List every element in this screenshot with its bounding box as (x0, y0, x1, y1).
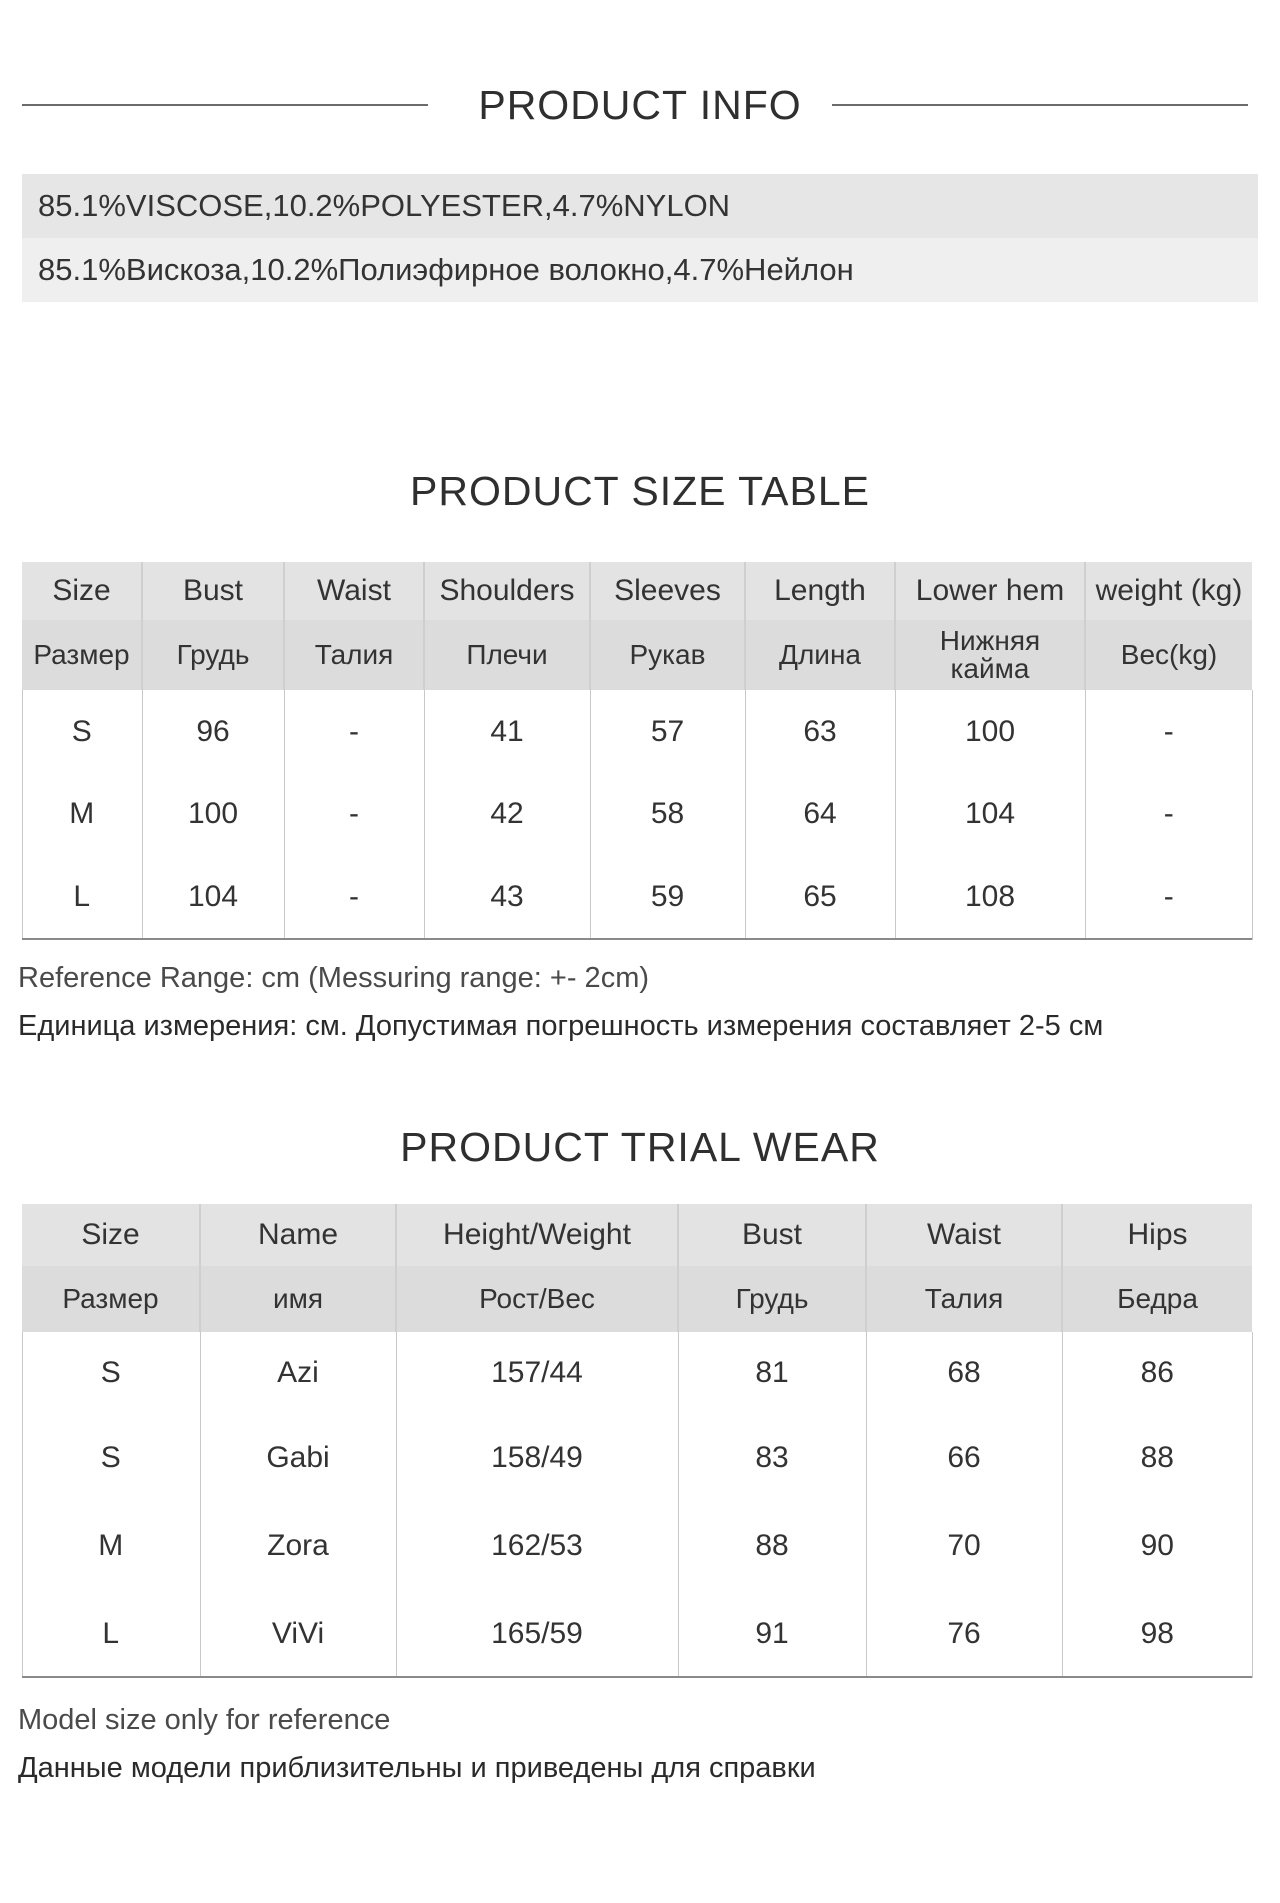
trial-table-header-en (22, 1204, 1252, 1266)
table-cell: 108 (895, 854, 1085, 940)
table-cell: 81 (678, 1332, 866, 1414)
table-cell: 70 (866, 1502, 1062, 1590)
size-table-left-border (22, 690, 23, 940)
table-cell: S (22, 1332, 200, 1414)
shoulders-header-en: Shoulders (424, 562, 590, 620)
table-row (22, 1332, 1252, 1414)
table-cell: - (284, 690, 424, 774)
table-cell: 83 (678, 1414, 866, 1502)
table-cell: 76 (866, 1590, 1062, 1678)
size-header-ru: Размер (22, 1266, 200, 1332)
table-cell: 157/44 (396, 1332, 678, 1414)
table-row (22, 1502, 1252, 1590)
table-cell: 57 (590, 690, 745, 774)
table-cell: S (22, 690, 142, 774)
bust-header-ru: Грудь (142, 620, 284, 690)
table-cell: 66 (866, 1414, 1062, 1502)
bust-header-ru: Грудь (678, 1266, 866, 1332)
table-cell: 65 (745, 854, 895, 940)
size-table-bottom-border (22, 938, 1252, 940)
table-cell: - (1085, 854, 1252, 940)
bust-header-en: Bust (142, 562, 284, 620)
table-cell: Azi (200, 1332, 396, 1414)
height-weight-header-en: Height/Weight (396, 1204, 678, 1266)
table-cell: Gabi (200, 1414, 396, 1502)
material-en: 85.1%VISCOSE,10.2%POLYESTER,4.7%NYLON (22, 174, 1258, 238)
size-table-title: PRODUCT SIZE TABLE (410, 468, 870, 514)
table-cell: 88 (1062, 1414, 1252, 1502)
name-header-en: Name (200, 1204, 396, 1266)
table-cell: 42 (424, 774, 590, 854)
waist-header-en: Waist (866, 1204, 1062, 1266)
table-cell: - (284, 854, 424, 940)
size-table-right-border (1252, 690, 1253, 940)
table-cell: 58 (590, 774, 745, 854)
table-row (22, 854, 1252, 940)
table-cell: L (22, 1590, 200, 1678)
bust-header-en: Bust (678, 1204, 866, 1266)
table-cell: - (284, 774, 424, 854)
trial-table-left-border (22, 1332, 23, 1678)
hips-header-en: Hips (1062, 1204, 1252, 1266)
table-cell: 96 (142, 690, 284, 774)
table-cell: ViVi (200, 1590, 396, 1678)
table-cell: 43 (424, 854, 590, 940)
table-cell: 100 (142, 774, 284, 854)
waist-header-ru: Талия (866, 1266, 1062, 1332)
size-table-heading-row (0, 468, 1280, 515)
table-cell: 98 (1062, 1590, 1252, 1678)
trial-wear-heading-row (0, 1124, 1280, 1171)
size-note-en: Reference Range: cm (Messuring range: +- 2cm) (18, 962, 650, 994)
size-note-ru: Единица измерения: см. Допустимая погрешность измерения составляет 2-5 см (18, 1010, 1104, 1042)
length-header-en: Length (745, 562, 895, 620)
table-cell: 88 (678, 1502, 866, 1590)
trial-wear-title: PRODUCT TRIAL WEAR (400, 1124, 880, 1170)
table-cell: 64 (745, 774, 895, 854)
size-table-header-ru (22, 620, 1252, 690)
sleeves-header-en: Sleeves (590, 562, 745, 620)
trial-wear-table (22, 1204, 1252, 1678)
weight-header-ru: Вес(kg) (1085, 620, 1252, 690)
table-cell: 91 (678, 1590, 866, 1678)
trial-note-en: Model size only for reference (18, 1704, 391, 1736)
table-row (22, 1590, 1252, 1678)
table-cell: 165/59 (396, 1590, 678, 1678)
name-header-ru: имя (200, 1266, 396, 1332)
table-cell: M (22, 1502, 200, 1590)
weight-header-en: weight (kg) (1085, 562, 1252, 620)
length-header-ru: Длина (745, 620, 895, 690)
table-cell: - (1085, 774, 1252, 854)
table-cell: 100 (895, 690, 1085, 774)
size-header-en: Size (22, 562, 142, 620)
table-cell: 59 (590, 854, 745, 940)
trial-table-right-border (1252, 1332, 1253, 1678)
trial-note-ru: Данные модели приблизительны и приведены для справки (18, 1752, 816, 1784)
table-cell: 90 (1062, 1502, 1252, 1590)
waist-header-ru: Талия (284, 620, 424, 690)
table-cell: S (22, 1414, 200, 1502)
size-table (22, 562, 1252, 940)
table-cell: 104 (895, 774, 1085, 854)
hips-header-ru: Бедра (1062, 1266, 1252, 1332)
table-cell: 162/53 (396, 1502, 678, 1590)
table-row (22, 774, 1252, 854)
table-cell: 86 (1062, 1332, 1252, 1414)
height-weight-header-ru: Рост/Вес (396, 1266, 678, 1332)
trial-table-bottom-border (22, 1676, 1252, 1678)
table-cell: 68 (866, 1332, 1062, 1414)
table-cell: 104 (142, 854, 284, 940)
size-header-en: Size (22, 1204, 200, 1266)
table-cell: - (1085, 690, 1252, 774)
size-header-ru: Размер (22, 620, 142, 690)
waist-header-en: Waist (284, 562, 424, 620)
table-cell: Zora (200, 1502, 396, 1590)
product-info-title: PRODUCT INFO (478, 82, 802, 128)
sleeves-header-ru: Рукав (590, 620, 745, 690)
table-cell: L (22, 854, 142, 940)
table-row (22, 690, 1252, 774)
table-cell: M (22, 774, 142, 854)
table-cell: 63 (745, 690, 895, 774)
table-cell: 41 (424, 690, 590, 774)
product-info-heading-row (0, 82, 1280, 129)
material-ru: 85.1%Вискоза,10.2%Полиэфирное волокно,4.7%Нейлон (22, 238, 1258, 302)
trial-table-header-ru (22, 1266, 1252, 1332)
shoulders-header-ru: Плечи (424, 620, 590, 690)
lower-hem-header-ru: Нижняя кайма (895, 620, 1085, 690)
table-cell: 158/49 (396, 1414, 678, 1502)
size-table-header-en (22, 562, 1252, 620)
table-row (22, 1414, 1252, 1502)
lower-hem-header-en: Lower hem (895, 562, 1085, 620)
